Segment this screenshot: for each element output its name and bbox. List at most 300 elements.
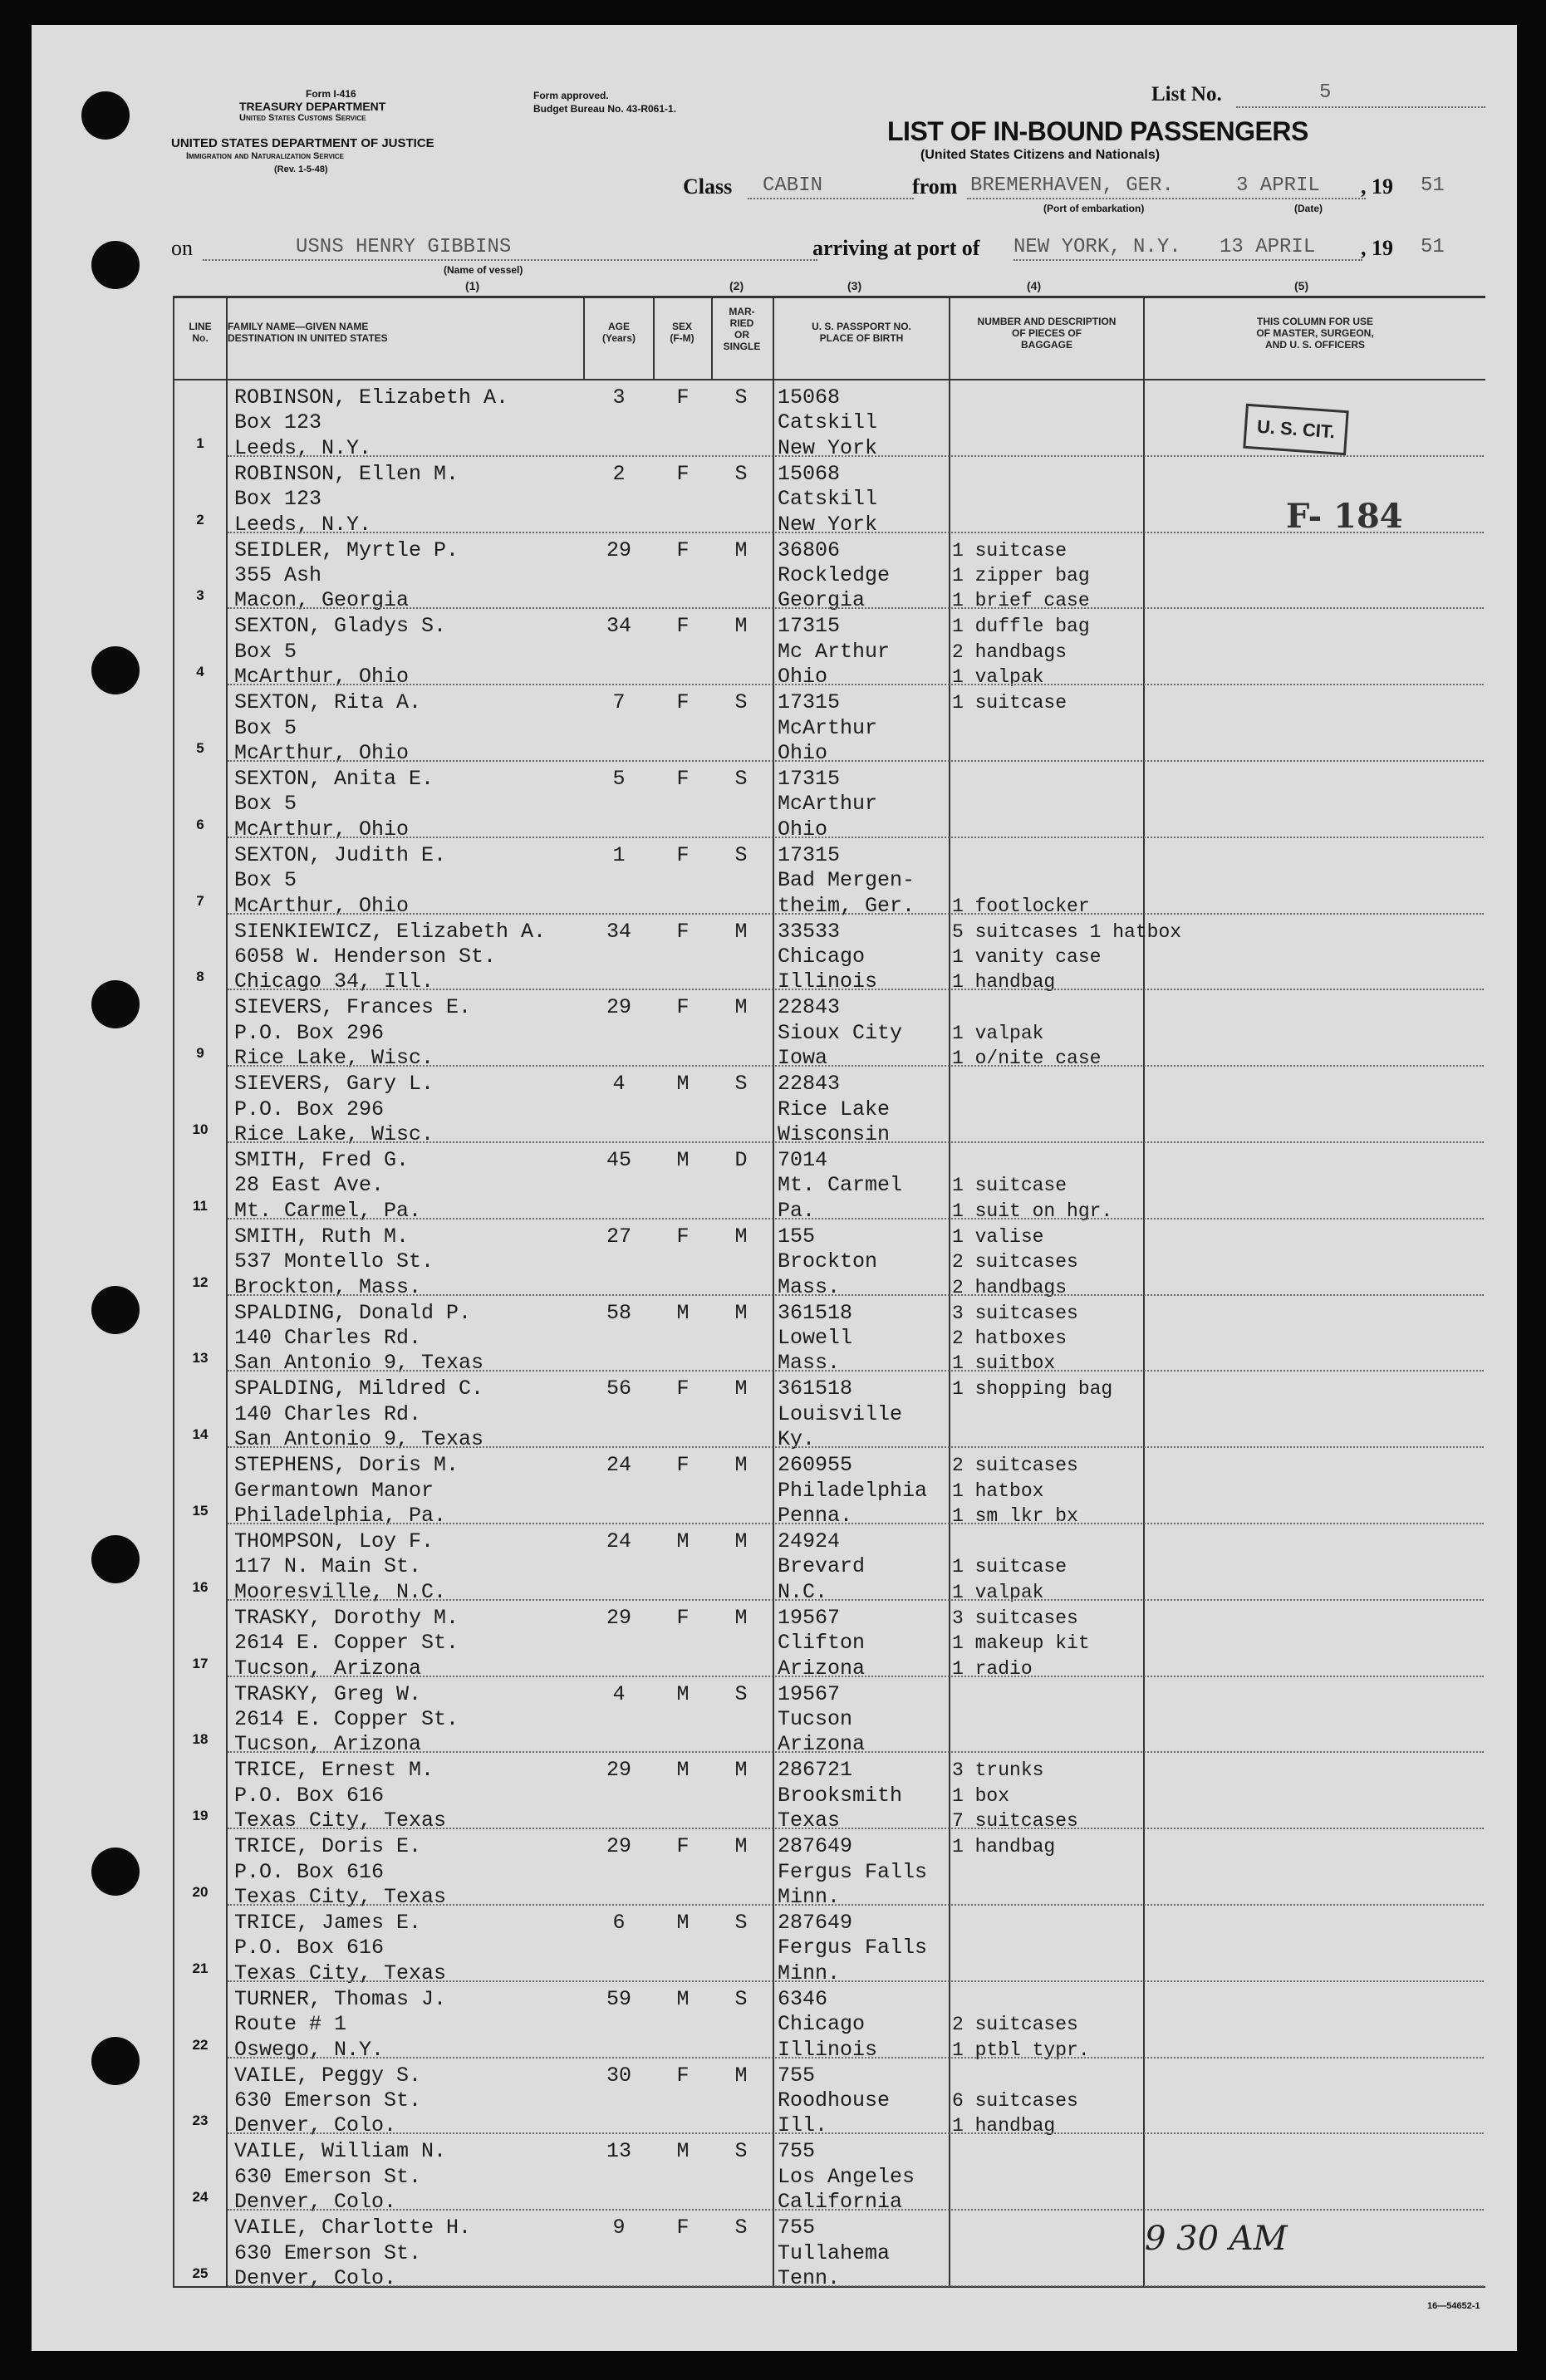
passenger-address: Denver, Colo. [234, 2113, 397, 2138]
passenger-address: 2614 E. Copper St. [234, 1631, 459, 1656]
passenger-name: SIEVERS, Gary L. [234, 1072, 434, 1097]
passenger-address: 630 Emerson St. [234, 2164, 422, 2189]
passenger-address: 28 East Ave. [234, 1173, 385, 1198]
passenger-name: THOMPSON, Loy F. [234, 1529, 434, 1553]
passenger-name: SEXTON, Judith E. [234, 842, 447, 867]
passenger-address: Box 5 [234, 792, 297, 817]
passenger-address: Box 123 [234, 487, 322, 512]
embark-year: 51 [1421, 174, 1445, 197]
passenger-address: Mooresville, N.C. [234, 1579, 447, 1604]
line-number: 15 [192, 1502, 209, 1519]
passenger-address: 117 N. Main St. [234, 1554, 422, 1579]
line-number: 5 [196, 739, 204, 756]
passenger-age: 29 [606, 1605, 631, 1630]
passenger-address: Rice Lake, Wisc. [234, 1046, 434, 1071]
class-value: CABIN [763, 174, 823, 197]
place-of-birth: Georgia [778, 588, 866, 613]
passenger-address: Macon, Georgia [234, 588, 410, 613]
passport-number: 15068 [778, 461, 841, 486]
passport-number: 17315 [778, 767, 841, 791]
place-of-birth: New York [778, 512, 878, 537]
handwritten-time-note: 9 30 AM [1145, 2220, 1288, 2258]
col-header-age: AGE (Years) [601, 321, 636, 344]
passenger-address: P.O. Box 296 [234, 1097, 385, 1121]
col-header-name: FAMILY NAME—GIVEN NAME DESTINATION IN UNITED STATES [228, 321, 388, 344]
passenger-name: TRASKY, Greg W. [234, 1681, 422, 1706]
passenger-marital: S [734, 767, 748, 791]
passenger-age: 29 [606, 995, 631, 1020]
passenger-address: McArthur, Ohio [234, 817, 410, 842]
passenger-age: 34 [606, 614, 631, 639]
baggage-line: 1 zipper bag [952, 564, 1090, 586]
passenger-name: SEXTON, Anita E. [234, 767, 434, 791]
passenger-marital: S [734, 1072, 748, 1097]
date-caption: (Date) [1294, 203, 1323, 214]
baggage-line: 2 suitcases [952, 1251, 1078, 1273]
col-header-sex: SEX (F-M) [670, 321, 694, 344]
passenger-marital: S [734, 461, 748, 486]
passenger-name: ROBINSON, Ellen M. [234, 461, 459, 486]
passenger-marital: M [734, 1300, 748, 1325]
place-of-birth: Arizona [778, 1732, 866, 1757]
place-of-birth: Brooksmith [778, 1783, 903, 1808]
line-number: 3 [196, 587, 204, 604]
passenger-marital: M [734, 919, 748, 944]
passenger-sex: M [676, 1758, 690, 1783]
baggage-line: 1 valpak [952, 1022, 1044, 1044]
passenger-address: Box 5 [234, 639, 297, 664]
passenger-age: 45 [606, 1148, 631, 1172]
place-of-birth: Mc Arthur [778, 639, 891, 664]
place-of-birth: Arizona [778, 1656, 866, 1681]
passport-number: 22843 [778, 1072, 841, 1097]
place-of-birth: Tenn. [778, 2265, 841, 2290]
place-of-birth: Ill. [778, 2113, 828, 2138]
line-number: 19 [192, 1808, 209, 1824]
passenger-address: Germantown Manor [234, 1478, 434, 1503]
port-line [967, 198, 1366, 199]
place-of-birth: N.C. [778, 1579, 828, 1604]
place-of-birth: Ohio [778, 740, 828, 765]
passenger-name: VAILE, Peggy S. [234, 2063, 422, 2088]
passenger-address: P.O. Box 616 [234, 1859, 385, 1884]
place-of-birth: Fergus Falls [778, 1859, 928, 1884]
baggage-line: 1 ptbl typr. [952, 2039, 1090, 2061]
arriving-label: arriving at port of [812, 236, 980, 260]
place-of-birth: Minn. [778, 1960, 841, 1985]
table-row [32, 1677, 1517, 1757]
passenger-sex: M [676, 2139, 690, 2164]
table-row [32, 915, 1517, 994]
vessel-name: USNS HENRY GIBBINS [296, 236, 512, 258]
place-of-birth: Philadelphia [778, 1478, 928, 1503]
passport-number: 755 [778, 2063, 816, 2088]
passenger-sex: F [676, 537, 690, 562]
embark-date: 3 APRIL [1236, 174, 1320, 197]
passenger-age: 1 [612, 842, 626, 867]
baggage-line: 1 hatbox [952, 1480, 1044, 1502]
passenger-address: P.O. Box 616 [234, 1936, 385, 1960]
column-number: (5) [1294, 279, 1309, 292]
passenger-marital: M [734, 1605, 748, 1630]
place-of-birth: Chicago [778, 944, 866, 969]
baggage-line: 5 suitcases 1 hatbox [952, 920, 1182, 943]
passport-number: 17315 [778, 842, 841, 867]
passenger-age: 24 [606, 1453, 631, 1478]
page-subtitle: (United States Citizens and Nationals) [920, 148, 1161, 162]
passenger-address: P.O. Box 296 [234, 1020, 385, 1045]
col-header-passport: U. S. PASSPORT NO. PLACE OF BIRTH [812, 321, 911, 344]
passenger-age: 13 [606, 2139, 631, 2164]
passport-number: 361518 [778, 1300, 853, 1325]
vessel-caption: (Name of vessel) [444, 264, 523, 276]
passport-number: 287649 [778, 1911, 853, 1935]
passport-number: 33533 [778, 919, 841, 944]
passport-number: 36806 [778, 537, 841, 562]
passenger-sex: M [676, 1072, 690, 1097]
baggage-line: 3 suitcases [952, 1302, 1078, 1324]
line-number: 24 [192, 2189, 209, 2206]
passenger-name: SMITH, Fred G. [234, 1148, 410, 1172]
arrival-year-prefix: , 19 [1361, 236, 1393, 260]
baggage-line: 3 trunks [952, 1759, 1044, 1782]
passenger-sex: M [676, 1300, 690, 1325]
place-of-birth: Ohio [778, 817, 828, 842]
place-of-birth: Catskill [778, 487, 878, 512]
passenger-sex: F [676, 461, 690, 486]
line-number: 9 [196, 1045, 204, 1062]
table-top-border [173, 296, 1485, 298]
passenger-name: SPALDING, Donald P. [234, 1300, 472, 1325]
passenger-marital: M [734, 1376, 748, 1401]
table-row [32, 609, 1517, 689]
arrival-port: NEW YORK, N.Y. [1013, 236, 1181, 258]
passenger-sex: F [676, 385, 690, 410]
line-number: 4 [196, 664, 204, 680]
line-number: 10 [192, 1121, 209, 1137]
passenger-age: 6 [612, 1911, 626, 1935]
ins-service: Immigration and Naturalization Service [186, 151, 345, 161]
passenger-address: 140 Charles Rd. [234, 1325, 422, 1350]
form-approved: Form approved. [533, 90, 609, 101]
passenger-sex: F [676, 919, 690, 944]
place-of-birth: Ky. [778, 1427, 816, 1452]
passenger-marital: M [734, 1529, 748, 1553]
passenger-address: Leeds, N.Y. [234, 512, 372, 537]
baggage-line: 1 brief case [952, 590, 1090, 612]
passenger-age: 29 [606, 1834, 631, 1859]
passenger-marital: S [734, 842, 748, 867]
baggage-line: 1 handbag [952, 2115, 1056, 2137]
baggage-line: 6 suitcases [952, 2089, 1078, 2112]
baggage-line: 2 handbags [952, 1276, 1067, 1298]
list-no-label: List No. [1151, 83, 1222, 106]
vessel-line [203, 259, 817, 261]
line-number: 7 [196, 892, 204, 909]
passenger-name: TRICE, Doris E. [234, 1834, 422, 1859]
passenger-age: 4 [612, 1072, 626, 1097]
table-row [32, 2211, 1517, 2290]
place-of-birth: Sioux City [778, 1020, 903, 1045]
place-of-birth: McArthur [778, 792, 878, 817]
place-of-birth: Fergus Falls [778, 1936, 928, 1960]
passenger-marital: M [734, 1834, 748, 1859]
passenger-marital: S [734, 1986, 748, 2011]
passenger-address: P.O. Box 616 [234, 1783, 385, 1808]
passenger-marital: D [734, 1148, 748, 1172]
passenger-address: Chicago 34, Ill. [234, 969, 434, 994]
us-citizen-stamp: U. S. CIT. [1243, 404, 1348, 456]
line-number: 18 [192, 1731, 209, 1748]
passenger-marital: S [734, 2139, 748, 2164]
passenger-age: 29 [606, 1758, 631, 1783]
baggage-line: 1 shopping bag [952, 1378, 1113, 1401]
baggage-line: 2 suitcases [952, 1455, 1078, 1477]
table-row [32, 1753, 1517, 1833]
arrival-year: 51 [1421, 236, 1445, 258]
row-separator [228, 2285, 1484, 2287]
passenger-address: 140 Charles Rd. [234, 1401, 422, 1426]
passenger-sex: F [676, 1605, 690, 1630]
baggage-line: 1 footlocker [952, 895, 1090, 917]
line-number: 12 [192, 1273, 209, 1290]
place-of-birth: Illinois [778, 2037, 878, 2062]
col-header-line: LINE No. [189, 321, 212, 344]
budget-bureau: Budget Bureau No. 43-R061-1. [533, 103, 677, 115]
line-number: 13 [192, 1350, 209, 1367]
table-row [32, 1448, 1517, 1528]
place-of-birth: Brockton [778, 1249, 878, 1274]
passenger-marital: M [734, 614, 748, 639]
place-of-birth: Pa. [778, 1198, 816, 1223]
table-row [32, 1296, 1517, 1376]
passenger-manifest-page [32, 25, 1517, 2351]
table-row [32, 1829, 1517, 1909]
passenger-age: 5 [612, 767, 626, 791]
line-number: 20 [192, 1883, 209, 1900]
port-caption: (Port of embarkation) [1043, 203, 1145, 214]
passenger-name: STEPHENS, Doris M. [234, 1453, 459, 1478]
table-row [32, 1524, 1517, 1604]
baggage-line: 1 valpak [952, 666, 1044, 689]
passenger-address: Brockton, Mass. [234, 1274, 422, 1299]
passenger-address: Tucson, Arizona [234, 1732, 422, 1757]
place-of-birth: Brevard [778, 1554, 866, 1579]
baggage-line: 1 valise [952, 1225, 1044, 1248]
place-of-birth: Wisconsin [778, 1121, 891, 1146]
table-row [32, 990, 1517, 1071]
passenger-address: Box 5 [234, 868, 297, 893]
place-of-birth: Bad Mergen- [778, 868, 915, 893]
table-row [32, 1601, 1517, 1681]
passport-number: 755 [778, 2139, 816, 2164]
place-of-birth: Ohio [778, 665, 828, 689]
table-row [32, 2059, 1517, 2138]
line-number: 21 [192, 1960, 209, 1976]
passenger-marital: S [734, 1681, 748, 1706]
place-of-birth: Tucson [778, 1706, 853, 1731]
table-row [32, 685, 1517, 765]
arrival-date: 13 APRIL [1220, 236, 1316, 258]
passenger-sex: F [676, 1376, 690, 1401]
page-title: LIST OF IN-BOUND PASSENGERS [887, 116, 1308, 146]
place-of-birth: Roodhouse [778, 2088, 891, 2113]
passenger-age: 30 [606, 2063, 631, 2088]
passenger-sex: M [676, 1911, 690, 1935]
passenger-sex: F [676, 1834, 690, 1859]
line-number: 17 [192, 1655, 209, 1671]
passenger-address: 355 Ash [234, 562, 322, 587]
customs-service: United States Customs Service [239, 113, 366, 123]
line-number: 1 [196, 434, 204, 451]
passport-number: 260955 [778, 1453, 853, 1478]
passport-number: 17315 [778, 690, 841, 715]
passenger-name: SEIDLER, Myrtle P. [234, 537, 459, 562]
line-number: 23 [192, 2113, 209, 2129]
passenger-age: 24 [606, 1529, 631, 1553]
baggage-line: 2 suitcases [952, 2014, 1078, 2036]
passenger-address: Leeds, N.Y. [234, 435, 372, 460]
passenger-sex: F [676, 690, 690, 715]
table-row [32, 533, 1517, 613]
passenger-sex: F [676, 995, 690, 1020]
table-row [32, 2134, 1517, 2215]
col-header-married: MAR- RIED OR SINGLE [723, 306, 761, 352]
passenger-address: 630 Emerson St. [234, 2240, 422, 2265]
passenger-sex: F [676, 767, 690, 791]
column-number: (4) [1027, 279, 1042, 292]
line-number: 22 [192, 2036, 209, 2053]
passenger-address: Oswego, N.Y. [234, 2037, 385, 2062]
baggage-line: 1 suitcase [952, 539, 1067, 562]
passenger-age: 3 [612, 385, 626, 410]
passenger-marital: S [734, 690, 748, 715]
table-row [32, 1372, 1517, 1452]
passenger-address: Route # 1 [234, 2012, 347, 2037]
passport-number: 286721 [778, 1758, 853, 1783]
passenger-address: Mt. Carmel, Pa. [234, 1198, 422, 1223]
passenger-marital: M [734, 1224, 748, 1249]
passenger-marital: S [734, 2216, 748, 2240]
handwritten-file-number: F- 184 [1286, 497, 1403, 536]
baggage-line: 1 vanity case [952, 945, 1102, 968]
baggage-line: 1 suit on hgr. [952, 1200, 1113, 1222]
passenger-marital: M [734, 537, 748, 562]
place-of-birth: McArthur [778, 715, 878, 740]
passenger-address: Philadelphia, Pa. [234, 1503, 447, 1528]
table-row [32, 1906, 1517, 1985]
passenger-name: SIENKIEWICZ, Elizabeth A. [234, 919, 547, 944]
place-of-birth: theim, Ger. [778, 893, 915, 918]
arrival-line [1013, 259, 1362, 261]
place-of-birth: Texas [778, 1808, 841, 1833]
baggage-line: 1 suitcase [952, 1175, 1067, 1197]
passenger-sex: M [676, 1529, 690, 1553]
line-number: 6 [196, 816, 204, 832]
passenger-name: VAILE, William N. [234, 2139, 447, 2164]
place-of-birth: California [778, 2190, 903, 2215]
line-number: 16 [192, 1578, 209, 1595]
passenger-sex: F [676, 1453, 690, 1478]
passenger-age: 29 [606, 537, 631, 562]
place-of-birth: Louisville [778, 1401, 903, 1426]
passenger-age: 7 [612, 690, 626, 715]
baggage-line: 1 suitbox [952, 1352, 1056, 1375]
place-of-birth: Minn. [778, 1884, 841, 1909]
column-number: (2) [729, 279, 744, 292]
place-of-birth: Mt. Carmel [778, 1173, 903, 1198]
passenger-age: 56 [606, 1376, 631, 1401]
column-number: (1) [465, 279, 480, 292]
passenger-marital: S [734, 385, 748, 410]
place-of-birth: Catskill [778, 410, 878, 435]
baggage-line: 1 valpak [952, 1581, 1044, 1603]
passenger-age: 2 [612, 461, 626, 486]
passenger-address: Denver, Colo. [234, 2190, 397, 2215]
passenger-age: 34 [606, 919, 631, 944]
baggage-line: 1 handbag [952, 971, 1056, 994]
passenger-age: 9 [612, 2216, 626, 2240]
passenger-address: Box 5 [234, 715, 297, 740]
passenger-marital: M [734, 1453, 748, 1478]
baggage-line: 1 o/nite case [952, 1048, 1102, 1070]
baggage-line: 1 suitcase [952, 1556, 1067, 1578]
on-label: on [171, 236, 193, 260]
passenger-address: McArthur, Ohio [234, 665, 410, 689]
place-of-birth: Los Angeles [778, 2164, 915, 2189]
passenger-address: McArthur, Ohio [234, 740, 410, 765]
col-header-baggage: NUMBER AND DESCRIPTION OF PIECES OF BAGGAGE [977, 316, 1117, 351]
line-number: 11 [193, 1197, 208, 1214]
place-of-birth: Tullahema [778, 2240, 891, 2265]
passenger-name: TRICE, Ernest M. [234, 1758, 434, 1783]
passenger-name: SEXTON, Rita A. [234, 690, 422, 715]
treasury-dept: TREASURY DEPARTMENT [239, 100, 386, 113]
passport-number: 19567 [778, 1605, 841, 1630]
baggage-line: 1 duffle bag [952, 616, 1090, 638]
list-no-line [1236, 106, 1485, 108]
passenger-name: TURNER, Thomas J. [234, 1986, 447, 2011]
passenger-address: Box 123 [234, 410, 322, 435]
col-header-officers: THIS COLUMN FOR USE OF MASTER, SURGEON, AND U. S. OFFICERS [1256, 316, 1374, 351]
baggage-line: 7 suitcases [952, 1810, 1078, 1833]
table-row [32, 1219, 1517, 1299]
list-no-value: 5 [1319, 81, 1332, 104]
passenger-name: TRASKY, Dorothy M. [234, 1605, 459, 1630]
baggage-line: 1 sm lkr bx [952, 1504, 1078, 1527]
passenger-name: SIEVERS, Frances E. [234, 995, 472, 1020]
passport-number: 361518 [778, 1376, 853, 1401]
passenger-address: 6058 W. Henderson St. [234, 944, 497, 969]
punch-hole [91, 241, 140, 289]
embark-port: BREMERHAVEN, GER. [970, 174, 1174, 197]
passport-number: 15068 [778, 385, 841, 410]
passport-number: 7014 [778, 1148, 828, 1172]
baggage-line: 1 box [952, 1784, 1010, 1807]
passenger-address: Rice Lake, Wisc. [234, 1121, 434, 1146]
justice-dept: UNITED STATES DEPARTMENT OF JUSTICE [171, 136, 434, 150]
baggage-line: 2 handbags [952, 640, 1067, 663]
passport-number: 19567 [778, 1681, 841, 1706]
passenger-address: Texas City, Texas [234, 1960, 447, 1985]
passenger-name: TRICE, James E. [234, 1911, 422, 1935]
baggage-line: 1 radio [952, 1657, 1033, 1680]
baggage-line: 1 suitcase [952, 692, 1067, 714]
table-row [32, 1982, 1517, 2062]
passenger-address: 537 Montello St. [234, 1249, 434, 1274]
passenger-name: SPALDING, Mildred C. [234, 1376, 484, 1401]
passport-number: 6346 [778, 1986, 828, 2011]
